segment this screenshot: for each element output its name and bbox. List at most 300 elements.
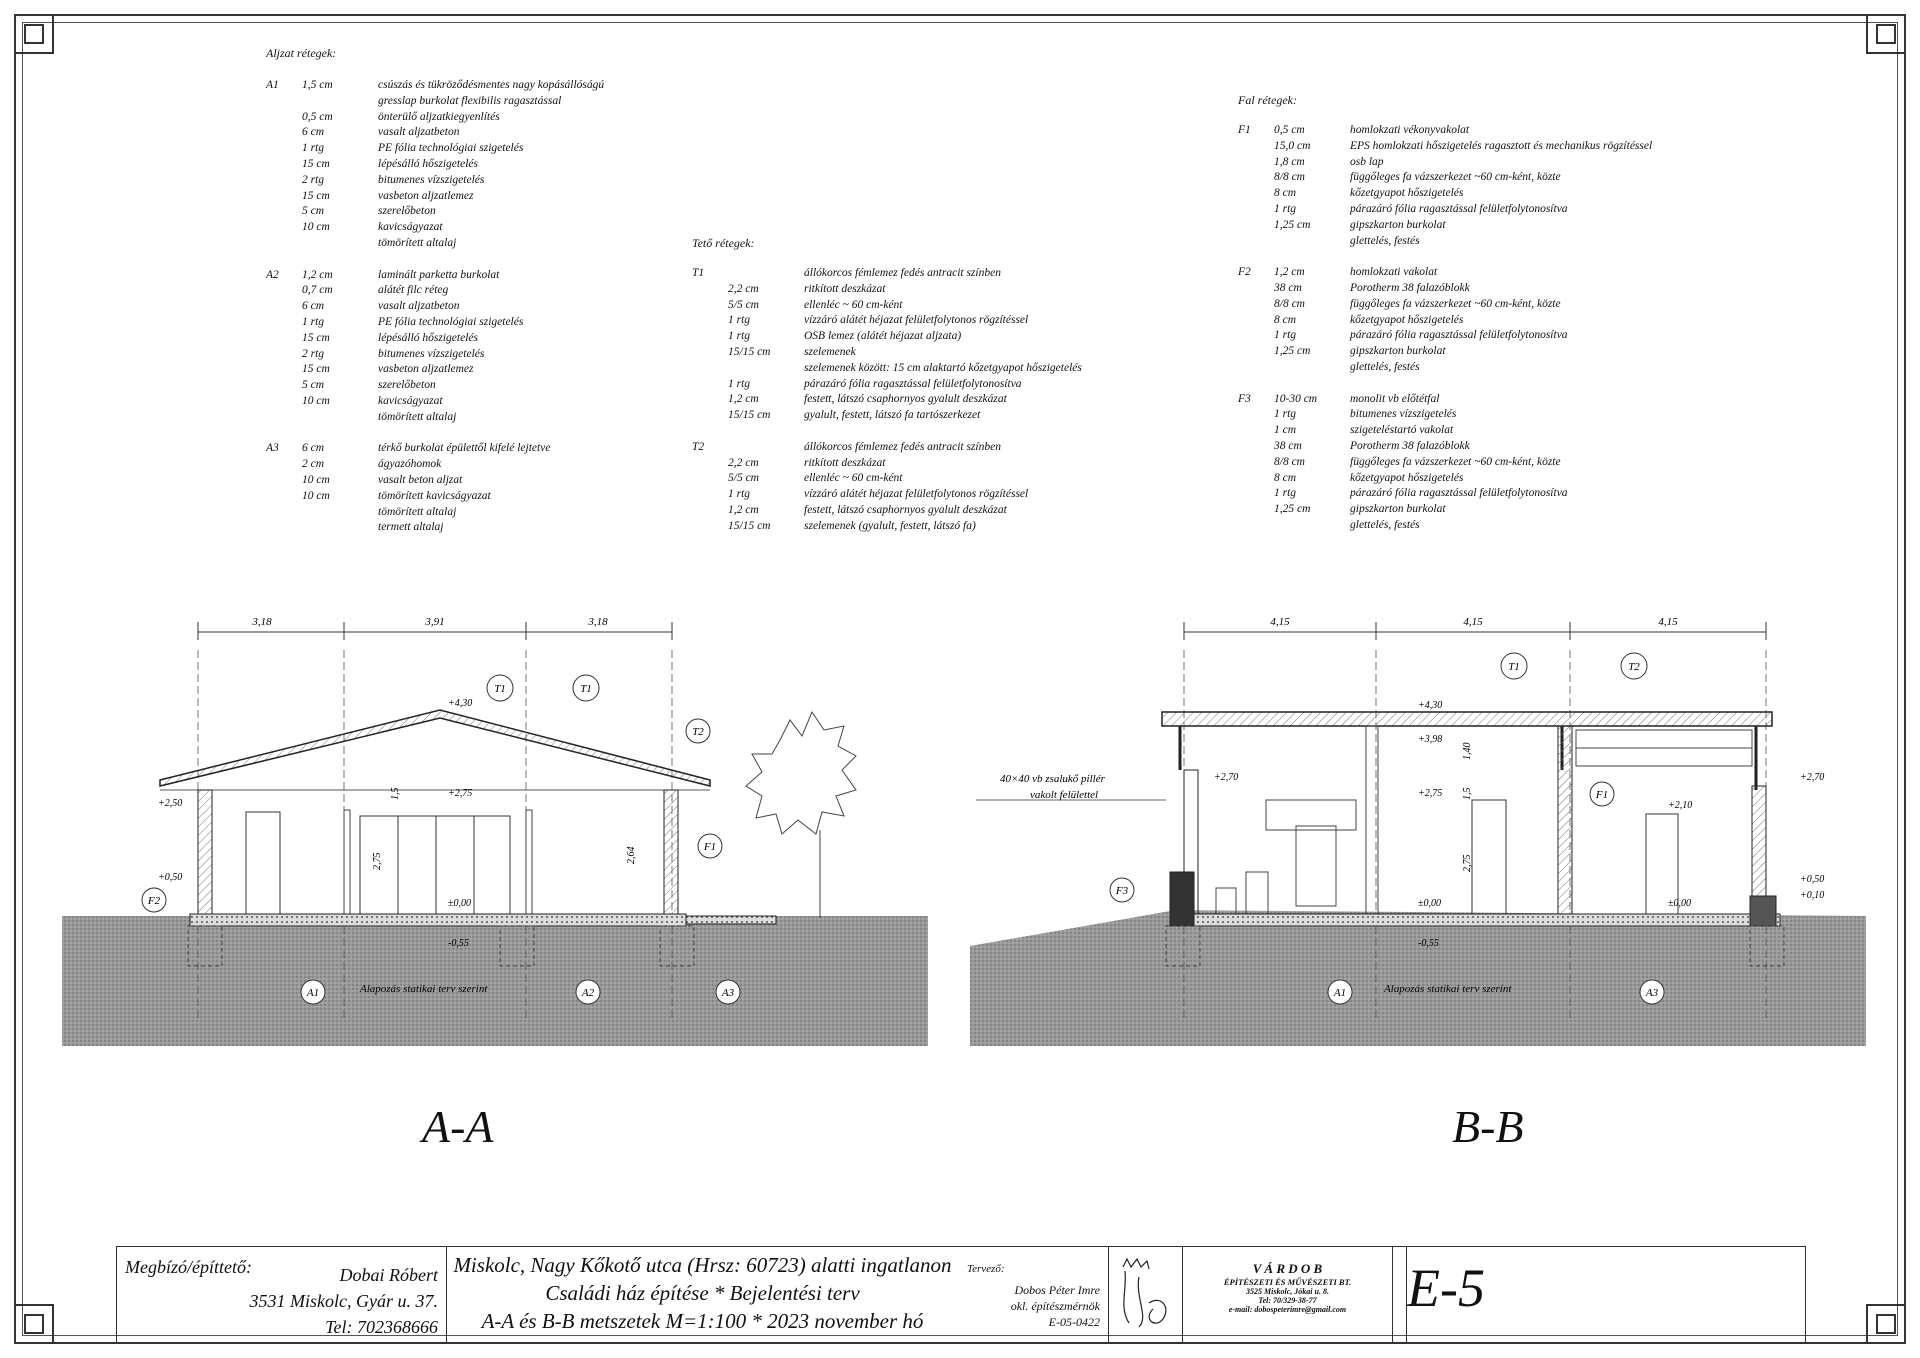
teto-group-code [692, 345, 728, 361]
teto-layer-description: szelemenek [804, 345, 856, 358]
teto-layer-thickness: 15/15 cm [728, 345, 771, 358]
aa-tag-8: A3 [721, 987, 735, 999]
teto-layer-row [692, 345, 1082, 361]
corner-ornament-top-left [6, 6, 62, 62]
project-line-3: A-A és B-B metszetek M=1:100 * 2023 november hó [481, 1309, 924, 1333]
teto-layer-row [692, 298, 1082, 314]
teto-layer-row [692, 313, 1082, 329]
aljzat-layer-row [266, 489, 604, 505]
aljzat-layer-row [266, 299, 604, 315]
bb-dim-2: 4,15 [1463, 616, 1483, 628]
fal-group-code [1238, 170, 1274, 186]
aljzat-layer-thickness: 15 cm [302, 331, 330, 344]
aa-tag-2: T1 [580, 683, 592, 695]
aljzat-layer-thickness: 0,7 cm [302, 284, 333, 297]
fal-group-code [1238, 139, 1274, 155]
fal-layer-description: glettelés, festés [1350, 234, 1420, 247]
aljzat-group-code [266, 94, 302, 110]
fal-layer-description: homlokzati vakolat [1350, 266, 1438, 279]
teto-layer-description: vízzáró alátét héjazat felületfolytonos rögzítéssel [804, 488, 1029, 501]
bb-vdim-1: 1,40 [1462, 742, 1473, 760]
aljzat-layer-description: bitumenes vízszigetelés [378, 173, 485, 186]
aljzat-layer-row [266, 362, 604, 378]
aljzat-layer-description: PE fólia technológiai szigetelés [378, 315, 524, 328]
aljzat-layer-thickness: 5 cm [302, 379, 325, 392]
designer-name: Dobos Péter Imre [1014, 1283, 1100, 1297]
teto-layer-thickness: 1 rtg [728, 488, 751, 501]
project-line-1: Miskolc, Nagy Kőkotő utca (Hrsz: 60723) alatti ingatlanon [453, 1253, 952, 1277]
firm-line-2: 3525 Miskolc, Jókai u. 8. [1246, 1287, 1329, 1296]
teto-group-code: T2 [692, 440, 705, 453]
fal-layer-description: monolit vb előtétfal [1350, 392, 1440, 405]
aljzat-layer-thickness: 10 cm [302, 473, 330, 486]
aa-tag-7: A2 [581, 987, 595, 999]
teto-layer-description: festett, látszó csaphornyos gyalult deszkázat [804, 393, 1007, 406]
bb-dim-1: 4,15 [1270, 616, 1290, 628]
aljzat-group-code [266, 347, 302, 363]
fal-layer-row [1238, 518, 1652, 534]
roof-bb [1162, 712, 1772, 726]
teto-layer-row [692, 519, 1082, 535]
fal-layer-thickness: 1 rtg [1274, 202, 1297, 215]
teto-layer-description: festett, látszó csaphornyos gyalult deszkázat [804, 503, 1007, 516]
corner-ornament-bottom-left [6, 1296, 62, 1352]
bb-foundation-note: Alapozás statikai terv szerint [1384, 983, 1512, 995]
fal-layer-thickness: 38 cm [1274, 281, 1302, 294]
aljzat-layer-thickness: 6 cm [302, 126, 325, 139]
bb-level-7: ±0,00 [1418, 898, 1441, 909]
aljzat-group-code [266, 204, 302, 220]
aljzat-group-code [266, 299, 302, 315]
fal-group-code [1238, 518, 1274, 534]
tree-aa [746, 712, 856, 834]
aljzat-layer-description: gresslap burkolat flexibilis ragasztással [378, 94, 562, 107]
fal-title: Fal rétegek: [1238, 93, 1297, 107]
aljzat-group-code [266, 394, 302, 410]
teto-layer-row [692, 487, 1082, 503]
bb-level-4: +2,75 [1418, 788, 1443, 799]
aa-vdim-1: 1,5 [390, 787, 401, 800]
aljzat-layer-thickness: 15 cm [302, 157, 330, 170]
aljzat-layer-description: szerelőbeton [378, 205, 436, 218]
aljzat-layer-description: laminált parketta burkolat [378, 268, 500, 281]
fal-layer-description: gipszkarton burkolat [1350, 345, 1446, 358]
teto-layer-row [692, 440, 1082, 456]
fal-layer-thickness: 10-30 cm [1274, 392, 1318, 405]
aljzat-layer-description: vasbeton aljzatlemez [378, 363, 474, 376]
aljzat-layer-description: tömörített altalaj [378, 410, 457, 423]
bb-tag-4: F3 [1115, 885, 1129, 897]
fal-layer-row [1238, 139, 1652, 155]
aa-vdim-2: 2,75 [372, 852, 383, 870]
aa-tag-4: F1 [703, 841, 717, 853]
title-block-designer [959, 1247, 1109, 1343]
aljzat-group-code [266, 315, 302, 331]
aljzat-layer-row [266, 268, 604, 284]
teto-group-code [692, 313, 728, 329]
fal-group-code [1238, 423, 1274, 439]
aljzat-layer-row [266, 204, 604, 220]
teto-group-code: T1 [692, 267, 705, 279]
fal-layer-row [1238, 313, 1652, 329]
aljzat-group-code [266, 362, 302, 378]
aljzat-layer-row [266, 283, 604, 299]
aa-level-2: +2,75 [448, 788, 473, 799]
aljzat-group-code [266, 110, 302, 126]
aa-dim-2: 3,91 [425, 616, 445, 628]
title-block-client [117, 1247, 447, 1343]
aljzat-layer-thickness: 1,2 cm [302, 268, 333, 281]
ground-fill-aa [62, 916, 928, 1046]
project-line-2: Családi ház építése * Bejelentési terv [545, 1281, 860, 1305]
teto-layer-thickness [728, 266, 804, 282]
aljzat-layer-row [266, 125, 604, 141]
aljzat-layer-row [266, 473, 604, 489]
bb-pillar-note-2: vakolt felülettel [1030, 789, 1099, 801]
teto-group-code [692, 377, 728, 393]
fal-layer-description: homlokzati vékonyvakolat [1350, 124, 1470, 136]
teto-layer-thickness: 5/5 cm [728, 298, 759, 311]
aljzat-layers [266, 78, 604, 536]
aljzat-group-code [266, 489, 302, 505]
fal-layer-description: párazáró fólia ragasztással felületfolytonosítva [1350, 487, 1568, 500]
teto-layer-description: párazáró fólia ragasztással felületfolytonosítva [804, 377, 1022, 390]
aljzat-layer-row [266, 189, 604, 205]
aljzat-layer-description: alátét filc réteg [378, 284, 449, 297]
aljzat-layer-thickness: 15 cm [302, 363, 330, 376]
bb-level-9: -0,55 [1418, 938, 1439, 949]
aljzat-layer-thickness [302, 505, 378, 521]
fal-layer-row [1238, 218, 1652, 234]
fal-layer-description: párazáró fólia ragasztással felületfolytonosítva [1350, 329, 1568, 342]
bb-level-3: +2,70 [1214, 772, 1239, 783]
fal-layer-description: függőleges fa vázszerkezet ~60 cm-ként, közte [1350, 455, 1561, 468]
teto-layer-description: ellenléc ~ 60 cm-ként [804, 472, 903, 485]
client-label: Megbízó/építtető: [125, 1257, 252, 1277]
fal-layer-description: osb lap [1350, 155, 1384, 168]
teto-layer-thickness: 1,2 cm [728, 393, 759, 406]
fal-layer-description: Porotherm 38 falazóblokk [1350, 439, 1470, 452]
aljzat-layer-row [266, 505, 604, 521]
teto-group-code [692, 392, 728, 408]
slab-aa [190, 914, 686, 926]
aljzat-layer-description: lépésálló hőszigetelés [378, 157, 478, 170]
teto-layer-row [692, 361, 1082, 377]
fal-layer-thickness: 8/8 cm [1274, 171, 1305, 184]
fal-layer-description: EPS homlokzati hőszigetelés ragasztott és mechanikus rögzítéssel [1350, 139, 1653, 152]
aljzat-group-code [266, 331, 302, 347]
aljzat-layer-thickness: 2 cm [302, 458, 325, 471]
aa-dim-1: 3,18 [252, 616, 272, 628]
aljzat-layer-row [266, 141, 604, 157]
fal-group-code [1238, 155, 1274, 171]
fal-layer-description: kőzetgyapot hőszigetelés [1350, 471, 1464, 484]
aljzat-layer-description: tömörített kavicságyazat [378, 489, 491, 502]
aljzat-layer-description: tömörített altalaj [378, 505, 457, 518]
teto-layer-description: gyalult, festett, látszó fa tartószerkezet [804, 409, 981, 422]
aljzat-group-code [266, 189, 302, 205]
slab-bb [1170, 914, 1780, 926]
aljzat-layer-description: tömörített altalaj [378, 236, 457, 249]
firm-line-1: ÉPÍTÉSZETI ÉS MŰVÉSZETI BT. [1223, 1277, 1352, 1287]
teto-group-code [692, 519, 728, 535]
fal-layer-row [1238, 502, 1652, 518]
aljzat-layer-row [266, 347, 604, 363]
teto-layer-thickness: 15/15 cm [728, 519, 771, 532]
aljzat-group-code: A2 [266, 268, 279, 281]
aljzat-group-code [266, 125, 302, 141]
teto-layer-thickness: 1,2 cm [728, 503, 759, 516]
fal-group-code [1238, 313, 1274, 329]
aljzat-group-code [266, 157, 302, 173]
fal-group-code [1238, 344, 1274, 360]
aljzat-layer-thickness: 1 rtg [302, 315, 325, 328]
teto-layer-description: OSB lemez (alátét héjazat aljzata) [804, 330, 962, 343]
aljzat-group-code [266, 378, 302, 394]
aljzat-layer-row [266, 94, 604, 110]
aljzat-group-code [266, 505, 302, 521]
fal-group-code [1238, 202, 1274, 218]
aljzat-group-code [266, 236, 302, 252]
roof-aa [160, 710, 710, 786]
aljzat-layer-description: térkő burkolat épülettől kifelé lejtetve [378, 442, 551, 455]
fal-layer-row [1238, 186, 1652, 202]
aa-dim-3: 3,18 [588, 616, 608, 628]
section-title-aa: A-A [422, 1101, 494, 1152]
aljzat-layer-thickness [302, 94, 378, 110]
aljzat-layer-description: vasalt aljzatbeton [378, 300, 460, 313]
bb-level-10: +0,50 [1800, 874, 1825, 885]
teto-layer-thickness: 1 rtg [728, 314, 751, 327]
ground-fill-bb [970, 910, 1866, 1046]
firm-line-4: e-mail: dobospeterimre@gmail.com [1228, 1305, 1347, 1314]
fal-layer-row [1238, 471, 1652, 487]
teto-layers [692, 266, 1082, 535]
client-name: Dobai Róbert [339, 1265, 438, 1285]
teto-layer-row [692, 377, 1082, 393]
aljzat-layer-row [266, 78, 604, 94]
fal-layer-thickness: 8/8 cm [1274, 297, 1305, 310]
teto-layer-description: szelemenek (gyalult, festett, látszó fa) [804, 519, 976, 532]
aljzat-group-code: A1 [266, 79, 279, 91]
aa-tag-5: F2 [147, 895, 161, 907]
fal-layer-description: kőzetgyapot hőszigetelés [1350, 187, 1464, 200]
aljzat-layer-thickness: 0,5 cm [302, 110, 333, 123]
teto-layer-row [692, 392, 1082, 408]
fal-layer-thickness: 8 cm [1274, 313, 1297, 326]
fal-layer-description: szigeteléstartó vakolat [1350, 424, 1454, 437]
aljzat-layer-description: kavicságyazat [378, 221, 443, 234]
bb-pillar-note-1: 40×40 vb zsalukő pillér [1000, 773, 1105, 785]
fal-group-code: F3 [1238, 392, 1251, 405]
aa-tag-1: T1 [494, 683, 506, 695]
fal-layer-description: Porotherm 38 falazóblokk [1350, 281, 1470, 294]
bb-level-5: +2,70 [1800, 772, 1825, 783]
teto-layer-description: ritkított deszkázat [804, 282, 886, 295]
fal-layer-description: kőzetgyapot hőszigetelés [1350, 313, 1464, 326]
aljzat-layer-description: csúszás és tükröződésmentes nagy kopásállóságú [378, 79, 605, 91]
aljzat-layer-description: önterülő aljzatkiegyenlítés [378, 110, 500, 123]
fal-layer-row [1238, 455, 1652, 471]
aljzat-layer-thickness: 1 rtg [302, 142, 325, 155]
aljzat-layer-description: PE fólia technológiai szigetelés [378, 142, 524, 155]
bb-tag-3: F1 [1595, 789, 1609, 801]
aljzat-layer-description: vasalt aljzatbeton [378, 126, 460, 139]
aa-level-6: -0,55 [448, 938, 469, 949]
fal-group-code: F2 [1238, 266, 1251, 279]
teto-layer-row [692, 471, 1082, 487]
fal-group-code [1238, 471, 1274, 487]
corner-ornament-bottom-right [1858, 1296, 1914, 1352]
aljzat-group-code [266, 173, 302, 189]
teto-layer-description: állókorcos fémlemez fedés antracit színben [804, 440, 1001, 453]
fal-layer-thickness [1274, 360, 1350, 376]
aljzat-layer-row [266, 110, 604, 126]
aljzat-layer-thickness: 5 cm [302, 205, 325, 218]
fal-layers [1238, 123, 1652, 534]
aljzat-layer-description: lépésálló hőszigetelés [378, 331, 478, 344]
wall-right-aa [664, 790, 678, 916]
fal-layer-thickness: 1 rtg [1274, 408, 1297, 421]
fal-layer-thickness: 1,25 cm [1274, 503, 1311, 516]
fal-group-code [1238, 439, 1274, 455]
fal-group-code [1238, 407, 1274, 423]
aljzat-layer-thickness [302, 520, 378, 536]
aljzat-group-code [266, 283, 302, 299]
fal-group-code [1238, 218, 1274, 234]
aljzat-layer-thickness: 2 rtg [302, 173, 325, 186]
bb-dim-3: 4,15 [1658, 616, 1678, 628]
fal-layer-row [1238, 486, 1652, 502]
fal-layer-row [1238, 170, 1652, 186]
aljzat-layer-thickness [302, 410, 378, 426]
aljzat-layer-thickness: 10 cm [302, 489, 330, 502]
fal-layer-thickness: 1,25 cm [1274, 218, 1311, 231]
fal-layer-thickness: 8/8 cm [1274, 455, 1305, 468]
fal-layer-description: glettelés, festés [1350, 518, 1420, 531]
wall-left-aa [198, 790, 212, 916]
aljzat-layer-description: bitumenes vízszigetelés [378, 347, 485, 360]
fal-group-code [1238, 455, 1274, 471]
aljzat-title: Aljzat rétegek: [266, 46, 337, 60]
aljzat-group-code [266, 520, 302, 536]
bb-level-1: +4,30 [1418, 700, 1443, 711]
teto-group-code [692, 361, 728, 377]
fal-group-spacer [1238, 249, 1652, 265]
designer-title: okl. építészmérnök [1010, 1299, 1100, 1313]
fal-layer-description: függőleges fa vázszerkezet ~60 cm-ként, közte [1350, 171, 1561, 184]
fal-layer-thickness: 15,0 cm [1274, 139, 1311, 152]
fal-layer-row [1238, 344, 1652, 360]
teto-layer-row [692, 503, 1082, 519]
firm-line-3: Tel: 70/329-38-77 [1258, 1296, 1317, 1305]
fal-layer-thickness: 1 rtg [1274, 487, 1297, 500]
fal-group-code [1238, 360, 1274, 376]
teto-layer-thickness: 1 rtg [728, 377, 751, 390]
bb-tag-1: T1 [1508, 661, 1520, 673]
sheet-number: E-5 [1407, 1258, 1485, 1318]
bb-level-8: ±0,00 [1668, 898, 1691, 909]
client-phone: Tel: 702368666 [325, 1317, 438, 1337]
fal-layer-row [1238, 392, 1652, 408]
signature-logo [1109, 1247, 1183, 1342]
teto-group-code [692, 471, 728, 487]
teto-layer-thickness: 5/5 cm [728, 472, 759, 485]
bb-level-2: +3,98 [1418, 734, 1443, 745]
fal-layer-thickness: 1 cm [1274, 424, 1297, 437]
section-title-bb: B-B [1452, 1101, 1524, 1152]
aljzat-layer-description: szerelőbeton [378, 379, 436, 392]
teto-layer-row [692, 266, 1082, 282]
bb-vdim-3: 2,75 [1462, 854, 1473, 872]
fal-layer-description: glettelés, festés [1350, 360, 1420, 373]
teto-layer-thickness: 1 rtg [728, 330, 751, 343]
fal-group-code [1238, 297, 1274, 313]
bb-level-6: +2,10 [1668, 800, 1693, 811]
fal-layer-row [1238, 407, 1652, 423]
aljzat-layer-description: termett altalaj [378, 521, 444, 534]
fal-layer-description: bitumenes vízszigetelés [1350, 408, 1457, 421]
aljzat-layer-row [266, 378, 604, 394]
fal-layer-thickness [1274, 518, 1350, 534]
teto-layer-row [692, 282, 1082, 298]
fal-layer-description: gipszkarton burkolat [1350, 218, 1446, 231]
aljzat-layer-thickness: 10 cm [302, 221, 330, 234]
teto-group-code [692, 408, 728, 424]
aljzat-layer-row [266, 236, 604, 252]
fal-layer-thickness: 1,25 cm [1274, 345, 1311, 358]
section-aa-drawing [60, 600, 930, 1050]
aljzat-layer-thickness: 2 rtg [302, 347, 325, 360]
aljzat-layer-thickness: 10 cm [302, 394, 330, 407]
bb-vdim-2: 1,5 [1462, 787, 1473, 800]
aljzat-layer-row [266, 173, 604, 189]
aa-level-5: ±0,00 [448, 898, 471, 909]
aljzat-layer-thickness: 1,5 cm [302, 79, 333, 91]
fal-layer-row [1238, 265, 1652, 281]
teto-title: Tető rétegek: [692, 236, 755, 250]
fal-layer-row [1238, 123, 1652, 139]
bb-tag-6: A3 [1645, 987, 1659, 999]
aljzat-layer-row [266, 331, 604, 347]
fal-group-code: F1 [1238, 124, 1251, 136]
aa-tag-6: A1 [306, 987, 320, 999]
teto-layer-description: szelemenek között: 15 cm alaktartó kőzetgyapot hőszigetelés [804, 361, 1082, 374]
section-bb-drawing [966, 600, 1872, 1050]
teto-layer-description: állókorcos fémlemez fedés antracit színben [804, 267, 1001, 279]
fal-layer-thickness: 1 rtg [1274, 329, 1297, 342]
firm-name: V Á R D O B [1252, 1261, 1323, 1276]
fal-layer-row [1238, 155, 1652, 171]
teto-layer-thickness: 15/15 cm [728, 409, 771, 422]
fal-layer-description: gipszkarton burkolat [1350, 503, 1446, 516]
teto-layer-description: ritkított deszkázat [804, 456, 886, 469]
aljzat-layer-description: kavicságyazat [378, 394, 443, 407]
fal-layer-thickness [1274, 234, 1350, 250]
teto-group-code [692, 282, 728, 298]
fal-layer-row [1238, 328, 1652, 344]
bb-tag-5: A1 [1333, 987, 1347, 999]
fal-layer-thickness: 8 cm [1274, 471, 1297, 484]
teto-layer-description: vízzáró alátét héjazat felületfolytonos rögzítéssel [804, 314, 1029, 327]
aljzat-group-spacer [266, 252, 604, 268]
fal-group-code [1238, 186, 1274, 202]
aljzat-layer-row [266, 394, 604, 410]
title-block-sheet [1393, 1247, 1533, 1343]
title-block [116, 1246, 1806, 1344]
teto-layer-thickness [728, 361, 804, 377]
teto-group-code [692, 329, 728, 345]
